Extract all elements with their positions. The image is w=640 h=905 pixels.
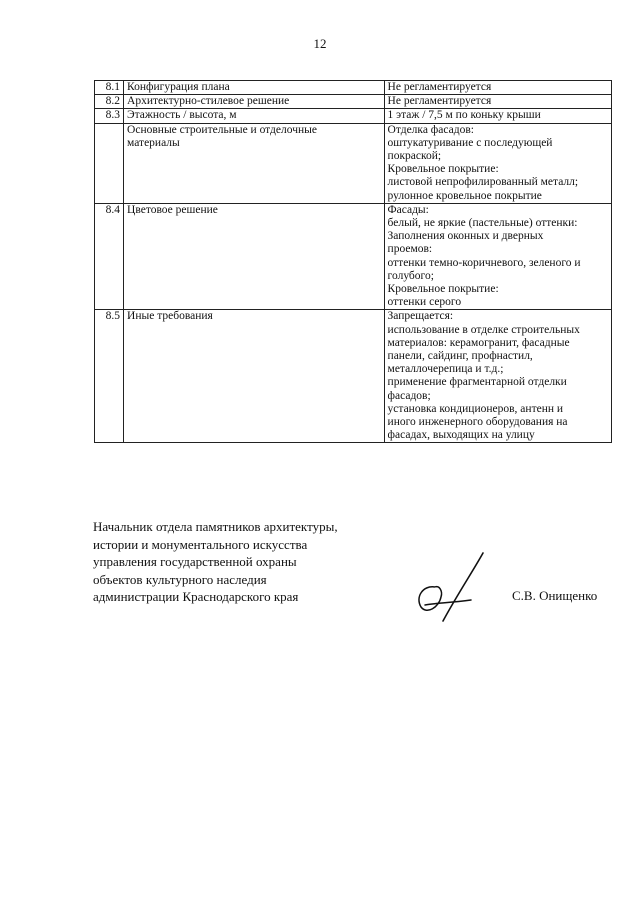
position-line: объектов культурного наследия: [93, 571, 267, 587]
parameter-value-line: фасадов;: [387, 389, 431, 402]
parameter-value-line: Не регламентируется: [387, 95, 492, 108]
parameter-name: [124, 81, 385, 95]
signer-name: С.В. Онищенко: [512, 588, 598, 603]
parameter-value-line: фасадах, выходящих на улицу: [387, 429, 535, 442]
row-number: 8.2: [95, 95, 124, 109]
table-row: [95, 310, 612, 443]
parameter-name-line: Цветовое решение: [127, 203, 218, 216]
parameter-value-line: оттенки темно-коричневого, зеленого и: [387, 256, 581, 269]
parameter-value: [384, 203, 611, 310]
parameter-value-line: иного инженерного оборудования на: [387, 416, 568, 429]
parameter-name: [124, 123, 385, 203]
parameter-value: [384, 81, 611, 95]
parameter-value-line: белый, не яркие (пастельные) оттенки:: [387, 217, 578, 230]
parameter-value-line: листовой непрофилированный металл;: [387, 176, 579, 189]
parameter-name: [124, 109, 385, 123]
table-row: [95, 123, 612, 203]
parameter-value-line: материалов: керамогранит, фасадные: [387, 336, 570, 349]
parameter-value-line: покраской;: [387, 150, 442, 163]
parameter-value-line: Кровельное покрытие:: [387, 163, 499, 176]
parameter-value-line: 1 этаж / 7,5 м по коньку крыши: [387, 109, 541, 122]
parameter-name: [124, 310, 385, 443]
parameter-value: [384, 123, 611, 203]
parameter-value-line: Фасады:: [387, 203, 429, 216]
handwritten-signature: [405, 545, 495, 625]
parameter-value-line: металлочерепица и т.д.;: [387, 363, 504, 376]
parameter-name-line: Этажность / высота, м: [127, 109, 237, 122]
position-line: администрации Краснодарского края: [93, 589, 299, 604]
parameter-value-line: оштукатуривание с последующей: [387, 136, 553, 149]
parameter-value-line: установка кондиционеров, антенн и: [387, 402, 564, 415]
parameter-value-line: применение фрагментарной отделки: [387, 376, 567, 389]
parameter-name: [124, 95, 385, 109]
position-line: управления государственной охраны: [93, 554, 297, 569]
parameter-value-line: рулонное кровельное покрытие: [387, 189, 542, 202]
parameter-value-line: использование в отделке строительных: [387, 323, 580, 336]
table-row: [95, 203, 612, 310]
requirements-table: [94, 80, 612, 443]
parameter-value-line: голубого;: [387, 269, 434, 282]
row-number: [95, 123, 124, 203]
row-number: 8.4: [95, 203, 124, 310]
page-number: 12: [313, 36, 327, 51]
position-line: истории и монументального искусства: [93, 536, 308, 552]
parameter-name-line: материалы: [127, 136, 180, 149]
table-row: [95, 81, 612, 95]
parameter-value-line: Заполнения оконных и дверных: [387, 230, 544, 243]
signature-position-block: [93, 518, 413, 606]
parameter-value-line: Кровельное покрытие:: [387, 283, 499, 296]
position-line: Начальник отдела памятников архитектуры,: [93, 519, 338, 534]
table-row: [95, 109, 612, 123]
parameter-name-line: Иные требования: [127, 310, 213, 323]
parameter-value: [384, 310, 611, 443]
parameter-name-line: Основные строительные и отделочные: [127, 123, 317, 136]
row-number: 8.3: [95, 109, 124, 123]
table-row: [95, 95, 612, 109]
parameter-value-line: оттенки серого: [387, 296, 462, 309]
parameter-name-line: Конфигурация плана: [127, 81, 230, 93]
row-number: 8.5: [95, 310, 124, 443]
parameter-name: [124, 203, 385, 310]
parameter-value-line: панели, сайдинг, профнастил,: [387, 350, 533, 363]
parameter-value: [384, 109, 611, 123]
parameter-value-line: Запрещается:: [387, 310, 454, 323]
row-number: 8.1: [95, 81, 124, 95]
parameter-value-line: Отделка фасадов:: [387, 123, 474, 136]
parameter-name-line: Архитектурно-стилевое решение: [127, 95, 290, 108]
parameter-value: [384, 95, 611, 109]
parameter-value-line: Не регламентируется: [387, 81, 492, 93]
parameter-value-line: проемов:: [387, 243, 433, 256]
